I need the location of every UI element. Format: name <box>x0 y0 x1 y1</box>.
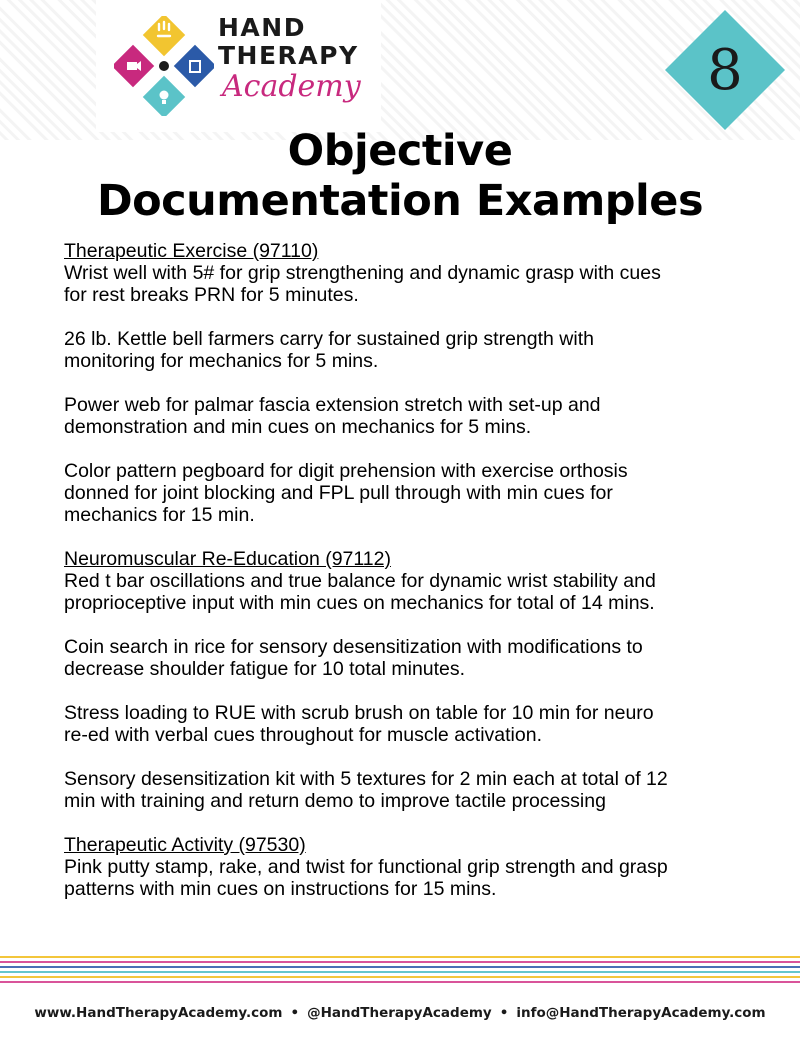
footer-handle: @HandTherapyAcademy <box>307 1005 492 1021</box>
decorative-stripes <box>0 956 800 986</box>
paragraph-line: min with training and return demo to improve tactile processing <box>64 790 606 812</box>
color-stripe <box>0 976 800 978</box>
page-title-line2: Documentation Examples <box>96 176 704 226</box>
page-number: 8 <box>707 37 743 103</box>
footer-website: www.HandTherapyAcademy.com <box>34 1005 283 1021</box>
page-title-line1: Objective <box>287 126 513 176</box>
paragraph-line: Sensory desensitization kit with 5 textures for 2 min each at total of 12 <box>64 768 668 790</box>
paragraph-line: Stress loading to RUE with scrub brush on table for 10 min for neuro <box>64 702 654 724</box>
documentation-paragraph <box>64 394 764 438</box>
paragraph-line: 26 lb. Kettle bell farmers carry for sustained grip strength with <box>64 328 594 350</box>
footer-email: info@HandTherapyAcademy.com <box>516 1005 766 1021</box>
paragraph-line: Wrist well with 5# for grip strengthening and dynamic grasp with cues <box>64 262 661 284</box>
paragraph-line: Pink putty stamp, rake, and twist for functional grip strength and grasp <box>64 856 668 878</box>
documentation-content <box>64 240 764 900</box>
documentation-paragraph <box>64 636 764 680</box>
paragraph-line: Red t bar oscillations and true balance for dynamic wrist stability and <box>64 570 656 592</box>
paragraph-line: donned for joint blocking and FPL pull through with min cues for <box>64 482 613 504</box>
logo-text-line2: THERAPY <box>218 41 359 70</box>
color-stripe <box>0 971 800 973</box>
footer-separator: • <box>499 1005 509 1021</box>
color-stripe <box>0 956 800 958</box>
documentation-paragraph <box>64 856 764 900</box>
paragraph-line: patterns with min cues on instructions for 15 mins. <box>64 878 497 900</box>
page-footer <box>0 1005 800 1021</box>
documentation-paragraph <box>64 768 764 812</box>
logo-text-line1: HAND <box>218 13 306 42</box>
documentation-paragraph <box>64 328 764 372</box>
brand-logo <box>96 0 381 132</box>
page-title <box>0 126 800 226</box>
paragraph-line: Coin search in rice for sensory desensitization with modifications to <box>64 636 643 658</box>
color-stripe <box>0 966 800 968</box>
documentation-paragraph <box>64 262 764 306</box>
paragraph-line: mechanics for 15 min. <box>64 504 255 526</box>
paragraph-line: re-ed with verbal cues throughout for muscle activation. <box>64 724 542 746</box>
paragraph-line: monitoring for mechanics for 5 mins. <box>64 350 379 372</box>
footer-separator: • <box>290 1005 300 1021</box>
paragraph-line: Power web for palmar fascia extension stretch with set-up and <box>64 394 601 416</box>
documentation-paragraph <box>64 570 764 614</box>
section-heading: Neuromuscular Re-Education (97112) <box>64 548 391 570</box>
paragraph-line: demonstration and min cues on mechanics for 5 mins. <box>64 416 532 438</box>
paragraph-line: decrease shoulder fatigue for 10 total minutes. <box>64 658 466 680</box>
section-heading: Therapeutic Activity (97530) <box>64 834 306 856</box>
documentation-paragraph <box>64 702 764 746</box>
color-stripe <box>0 961 800 963</box>
section-heading: Therapeutic Exercise (97110) <box>64 240 319 262</box>
logo-diamond-icon <box>114 16 214 116</box>
paragraph-line: Color pattern pegboard for digit prehension with exercise orthosis <box>64 460 628 482</box>
logo-text-script: Academy <box>222 69 361 104</box>
documentation-paragraph <box>64 460 764 526</box>
paragraph-line: proprioceptive input with min cues on mechanics for total of 14 mins. <box>64 592 655 614</box>
paragraph-line: for rest breaks PRN for 5 minutes. <box>64 284 359 306</box>
color-stripe <box>0 981 800 983</box>
